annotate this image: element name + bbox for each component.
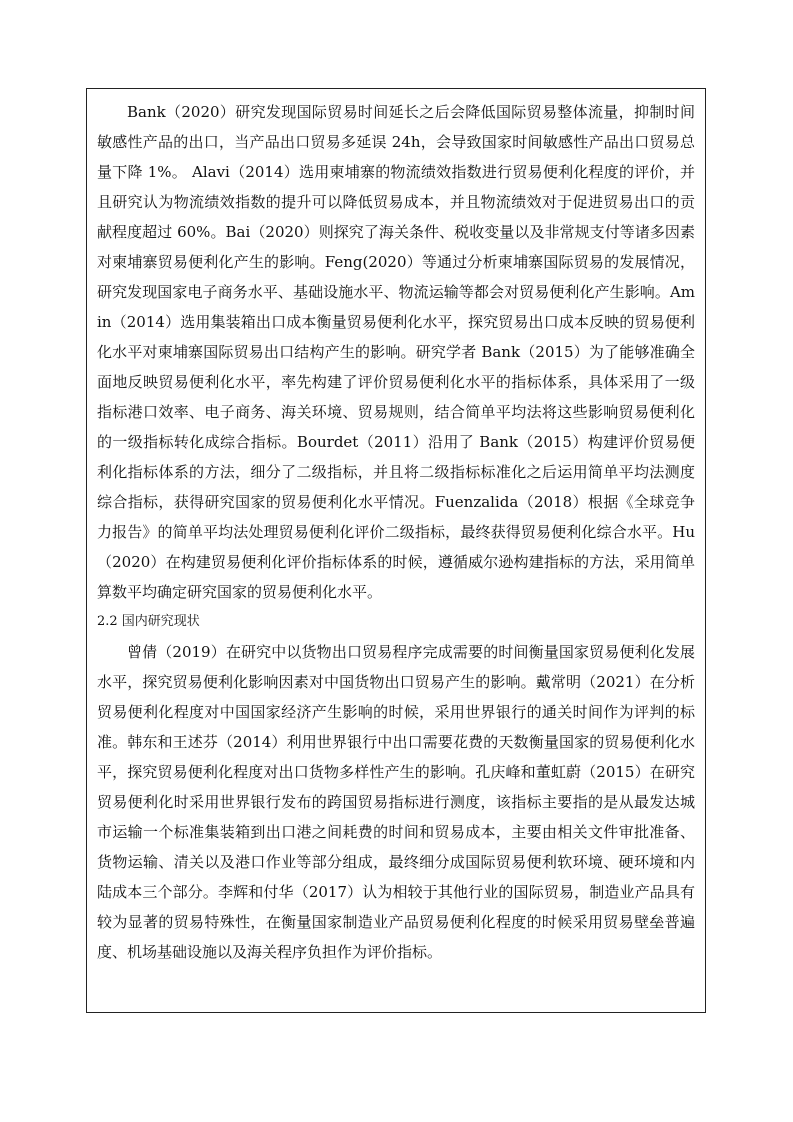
section-heading-domestic-research: 2.2 国内研究现状 xyxy=(97,614,200,629)
paragraph-international-research: Bank（2020）研究发现国际贸易时间延长之后会降低国际贸易整体流量，抑制时间敏感性产品的出口，当产品出口贸易多延误 24h，会导致国家时间敏感性产品出口贸易总量下降 1%。 Alavi（2014）选用柬埔寨的物流绩效指数进行贸易便利化程度的评价，并且研究认为物流绩效指数的提升可以降低贸易成本，并且物流绩效对于促进贸易出口的贡献程度超过 60%。Bai（2020）则探究了海关条件、税收变量以及非常规支付等诸多因素对柬埔寨贸易便利化产生的影响。Feng(2020）等通过分析柬埔寨国际贸易的发展情况，研究发现国家电子商务水平、基础设施水平、物流运输等都会对贸易便利化产生影响。Amin（2014）选用集装箱出口成本衡量贸易便利化水平，探究贸易出口成本反映的贸易便利化水平对柬埔寨国际贸易出口结构产生的影响。研究学者 Bank（2015）为了能够准确全面地反映贸易便利化水平，率先构建了评价贸易便利化水平的指标体系，具体采用了一级指标港口效率、电子商务、海关环境、贸易规则，结合简单平均法将这些影响贸易便利化的一级指标转化成综合指标。Bourdet（2011）沿用了 Bank（2015）构建评价贸易便利化指标体系的方法，细分了二级指标，并且将二级指标标准化之后运用简单平均法测度综合指标，获得研究国家的贸易便利化水平情况。Fuenzalida（2018）根据《全球竞争力报告》的简单平均法处理贸易便利化评价二级指标，最终获得贸易便利化综合水平。Hu（2020）在构建贸易便利化评价指标体系的时候，遵循威尔逊构建指标的方法，采用简单算数平均确定研究国家的贸易便利化水平。 xyxy=(97,103,695,601)
document-frame xyxy=(86,88,706,1013)
document-body xyxy=(97,97,695,967)
paragraph-domestic-research: 曾倩（2019）在研究中以货物出口贸易程序完成需要的时间衡量国家贸易便利化发展水平，探究贸易便利化影响因素对中国货物出口贸易产生的影响。戴常明（2021）在分析贸易便利化程度对中国国家经济产生影响的时候，采用世界银行的通关时间作为评判的标准。韩东和王述芬（2014）利用世界银行中出口需要花费的天数衡量国家的贸易便利化水平，探究贸易便利化程度对出口货物多样性产生的影响。孔庆峰和董虹蔚（2015）在研究贸易便利化时采用世界银行发布的跨国贸易指标进行测度，该指标主要指的是从最发达城市运输一个标准集装箱到出口港之间耗费的时间和贸易成本，主要由相关文件审批准备、货物运输、清关以及港口作业等部分组成，最终细分成国际贸易便利软环境、硬环境和内陆成本三个部分。李辉和付华（2017）认为相较于其他行业的国际贸易，制造业产品具有较为显著的贸易特殊性，在衡量国家制造业产品贸易便利化程度的时候采用贸易壁垒普遍度、机场基础设施以及海关程序负担作为评价指标。 xyxy=(97,643,695,961)
